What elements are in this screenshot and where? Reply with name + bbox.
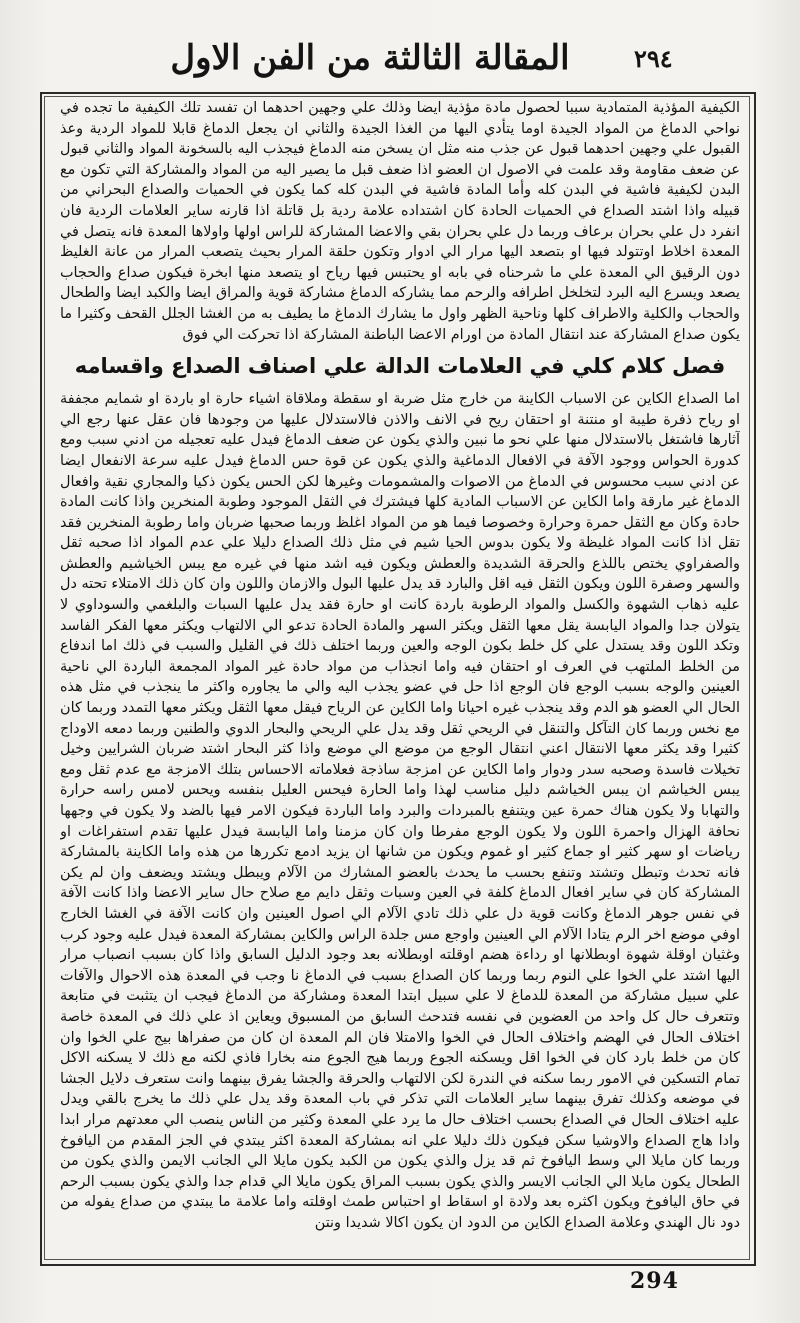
paragraph: اما الصداع الكاين عن الاسباب الكاينة من خارج مثل ضربة او سقطة وملاقاة اشياء حارة او باردة او شمايم مجففة او رياح ذفرة طيبة او منتنة او احتقان ريح في الانف والاذن فالاستدلال عليها من وجودها فان عقل عنها رجع الي آثارها فاشتغل بالاستدلال منها علي نحو ما نبين والذي يكون عن ضعف الدماغ فيدل عليه تعجيله من ادني سبب ومع كدورة الحواس ووجود الآفة في الافعال الدماغية والذي يكون عن قوة حس الدماغ فيدل عليه سرعة الانفعال ايضا عن ادني سبب محسوس في الدماغ من الاصوات والمشمومات وغيرها لكن الحس يكون ذكيا والمجاري نقية وافعال الدماغ غير مارقة واما الكاين عن الاسباب المادية كلها فيشترك في الثقل الموجود وطوبة المنخرين واذا كانت المادة حادة وكان مع الثقل حمرة وحرارة وخصوصا فيما هو من المواد اغلظ وربما صحبها ضربان واما رطوبة المنخرين فقد تقل اذا كانت المواد غليظة ولا يكون بدوس الحيا شيم في مثل ذلك الصداع دليلا علي عدم المواد اذا صحبه ثقل والصفراوي يختص باللذع والحرقة الشديدة والعطش ويكون فيه اشد منها في غيره مع يبس الخياشيم والعطش والسهر وصفرة اللون ويكون الثقل فيه اقل والبارد قد يدل عليها البول والازمان واللون وان كان ذلك الامتلاء تحته دل عليه ذهاب الشهوة والكسل والمواد الرطوبة باردة كانت او حارة فقد يدل عليها السبات والبلغمي والسوداوي لا يتولان جدا والمواد اليابسة يقل معها الثقل ويكثر السهر والمادة الحادة تدعو الي الالتهاب ويكثر معها الفكر الفاسد وتكد اللون وقد يستدل علي كل خلط بكون الوجه والعين وربما اختلف ذلك في القليل والسبب في ذلك اما اندفاع من الخلط الملتهب في العرف او احتقان فيه واما انجذاب من مواد حادة غير المواد المجمعة الباردة الي ناحية العينين والوجه بسبب الوجع فان الوجع اذا حل في عضو يجذب اليه والي ما يجاوره واكثر ما ينجذب في مثل هذه الحال الي العضو هو الدم وقد ينجذب غيره احيانا واما الكاين عن الرياح فيقل معها الثقل ويكثر معها التمدد وربما كان مع نخس وربما كان التآكل والتنقل في الريحي ثقل وقد يدل علي الريحي والبحار الدوي والطنين وربما دمعه الاوداج كثيرا وقد يكثر معها الانتقال اعني انتقال الوجع من موضع الي موضع واذا كثر البحار اشتد ضربان الشرايين وخيل تخيلات فاسدة وصحبه سدر ودوار واما الكاين عن امزجة ساذجة فعلاماته الاحساس بتلك الامزجة مع عدم ثقل ومع يبس الخياشم ان يبس الخياشم دليل مناسب لهذا واما الحارة فيحس العليل بنفسه ويحس لامس راسه حرارة والتهابا ولا يكون هناك حمرة عين ويتنفع بالمبردات والبرد واما الباردة فيكون الامر فيها بالضد ولا يكون في وجهها نحافة الهزال واحمرة اللون ولا يكون الوجع مفرطا وان كان مزمنا واما اليابسة فيدل عليها تقدم استفراغات او رياضات او سهر كثير او جماع كثير او غموم ويكون من شانها ان يزيد ادمع تكررها من هذه واما الكاينة بالمشاركة فانه تحدث وتبطل وتشتد وتنفع بحسب ما يحدث بالعضو المشارك من الآلام ويبطل ويشتد ويضعف وان لم يكن المشاركة كان في ساير افعال الدماغ كلفة في العين وسبات وثقل دايم مع صلاح حال ساير الاعضا واذا كانت الآفة في نفس جوهر الدماغ وكانت قوية دل علي ذلك تادي الآلام الي اصول العينين وان كانت الآفة في الغشا الخارج اوفي موضع اخر الرم يتادا الآلام الي العينين واوجع مس جلدة الراس والكاين بمشاركة المعدة فيدل عليه وجود كرب وغثيان اوقلة شهوة اوبطلانها او رداءة هضم اوقلته اوبطلانه بعد وجود الدليل السابق واذا كان بسبب انصباب مرار اليها اشتد علي الخوا علي النوم ربما وربما كان الصداع بسبب في الدماغ نا وجب في المعدة هذه الاحوال والآفات علي سبيل مشاركة من المعدة للدماغ لا علي سبيل ابتدا المعدة ومشاركة من الدماغ فيجب ان يتثبت في متابعة وتتعرف حال كل واحد من العضوين في نفسه فتدحث السابق من المسبوق ويعاين اذ علي ذلك في المعدة خاصة اختلاف الحال في الهضم واختلاف الحال في الخوا والامتلا فان الم المعدة ان كان من صفراها بيج علي الخوا وان كان من خلط بارد كان في الخوا اقل ويسكنه الجوع وربما هيج الجوع منه بخارا فاذي لكنه مع ذلك لا يسكنه الاكل تمام التسكين في الامور ربما سكنه في الندرة لكن الالتهاب والحرقة والجشا يفرق بينهما وانت ستعرف دلايل الجشا في موضعه وكذلك تفرق بينهما ساير العلامات التي تذكر في باب المعدة وقد يدل علي ذلك ما يخرج بالقي ويدل عليه اختلاف الحال في الصداع بحسب اختلاف حال ما يرد علي المعدة وكثير من الناس ينصب الي معدتهم مرار ابدا وادا هاج الصداع والاوشيا سكن فيكون ذلك دليلا علي انه بمشاركة المعدة اكثر يبتدي في الجز المقدم من اليافوخ وربما كان مايلا الي وسط اليافوخ ثم قد يزل والذي يكون من الكبد يكون مايلا الي الجانب الايمن والذي يكون من الطحال يكون مايلا الي الجانب الايسر والذي يكون بسبب المراق يكون مايلا الي قدام جدا والذي يكون بسبب الرحم في حاق اليافوخ ويكون اكثره بعد ولادة او اسقاط او احتباس طمث اوقلته واما علامة ما يبتدي من صداع يفوله من دود نال الهندي وعلامة الصداع الكاين من الدود ان يكون اكالا شديدا ونتن (60, 391, 740, 1231)
text-block (60, 98, 740, 1248)
footer-page-number: 294 (630, 1268, 679, 1294)
paragraph: الكيفية المؤذية المتمادية سببا لحصول مادة مؤذية ايضا وذلك علي وجهين احدهما ان تفسد تلك الكيفية ما تجده في نواحي الدماغ من المواد الجيدة اوما يتأدي اليها من الغذا الجيدة والثاني ان يجعل الدماغ قابلا للمواد الردية وعذ القبول علي وجهين احدهما قبول عن جذب منه مثل ان يسخن منه الدماغ فيجذب اليه بالسخونة المواد والثاني قبول عن ضعف مقاومة وقد علمت في الاصول ان العضو اذا ضعف قبل ما يصير اليه من المواد والمشاركة التي تكون مع البدن لكيفية فاشية في البدن كله وأما المادة فاشية في البدن كله كما يكون في الحميات والصداع البحراني من قبيله واذا اشتد الصداع في الحميات الحادة كان اشتداده علامة ردية بل قاتلة اذا قارنه ساير العلامات الردية فان انفرد دل علي بحران برعاف وربما دل علي بحران بقي والاعضا المشاركة للراس اولها واولاها المعدة فانه يتصل في المعدة اخلاط اوتتولد فيها او بتصعد اليها مرار الي ادوار وتكون حلقة المرار بحيث يتصعب المرار من عانة الغليظ دون الرقيق الي المعدة علي ما شرحناه في بابه او يحتبس فيها رياح او يتصعد منها ابخرة فيكون صداع والحجاب يصعد ويسرع اليه البرد لتخلخل اطرافه والرحم مما يشاركه الدماغ مشاركة قوية والمراق ايضا والكبد ايضا والطحال والحجاب والكلية والاطراف كلها وناحية الظهر واول ما يشارك الدماغ ما يطيف به من الغشا الجلل القحف وكثيرا ما يكون صداع المشاركة عند انتقال المادة من اورام الاعضا الباطنة المشاركة اذا تحركت الي فوق (60, 100, 740, 343)
running-title: المقالة الثالثة من الفن الاول (170, 38, 570, 78)
header-page-number: ٢٩٤ (634, 44, 673, 73)
page-header (0, 34, 800, 94)
section-heading: فصل كلام كلي في العلامات الدالة علي اصناف الصداع واقسامه (74, 354, 726, 379)
